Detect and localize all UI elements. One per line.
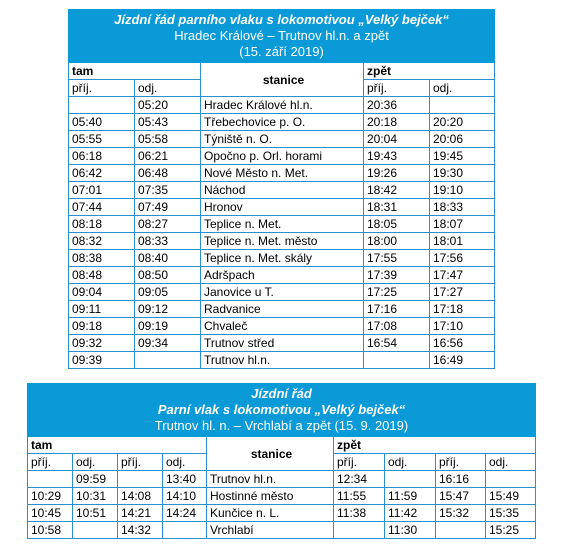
- table-row: [69, 199, 495, 216]
- arrival-header: příj.: [364, 80, 430, 97]
- zpet-arrival: [364, 352, 430, 369]
- timetable-date: (15. září 2019): [239, 44, 324, 59]
- tam-departure: 06:48: [135, 165, 201, 182]
- time-cell: 14:08: [118, 488, 163, 505]
- table-row: [69, 216, 495, 233]
- direction-tam-header: tam: [69, 63, 201, 80]
- tam-arrival: 06:18: [69, 148, 135, 165]
- time-cell: 11:59: [385, 488, 436, 505]
- time-cell: 14:32: [118, 522, 163, 539]
- tam-departure: 09:12: [135, 301, 201, 318]
- tam-arrival: 05:55: [69, 131, 135, 148]
- station-name: Trutnov hl.n.: [201, 352, 364, 369]
- tam-departure: [135, 352, 201, 369]
- time-cell: 10:29: [28, 488, 73, 505]
- station-name: Trutnov hl.n.: [207, 471, 334, 488]
- time-cell: [486, 471, 536, 488]
- station-name: Hradec Králové hl.n.: [201, 97, 364, 114]
- zpet-departure: 17:27: [430, 284, 495, 301]
- time-cell: 15:49: [486, 488, 536, 505]
- tam-departure: 08:50: [135, 267, 201, 284]
- table-row: [69, 114, 495, 131]
- zpet-departure: 18:01: [430, 233, 495, 250]
- tam-arrival: 08:18: [69, 216, 135, 233]
- tam-departure: 05:58: [135, 131, 201, 148]
- time-cell: 13:40: [163, 471, 207, 488]
- tam-arrival: 08:48: [69, 267, 135, 284]
- station-name: Vrchlabí: [207, 522, 334, 539]
- table-row: [69, 335, 495, 352]
- zpet-arrival: 20:04: [364, 131, 430, 148]
- station-name: Nové Město n. Met.: [201, 165, 364, 182]
- zpet-arrival: 18:31: [364, 199, 430, 216]
- time-cell: 11:42: [385, 505, 436, 522]
- zpet-arrival: 17:25: [364, 284, 430, 301]
- time-cell: 12:34: [334, 471, 385, 488]
- arrival-header: příj.: [118, 454, 163, 471]
- tam-arrival: 09:11: [69, 301, 135, 318]
- time-cell: 14:10: [163, 488, 207, 505]
- table-row: [69, 284, 495, 301]
- timetable-subtitle: Hradec Králové – Trutnov hl.n. a zpět: [174, 28, 389, 43]
- time-cell: 16:16: [436, 471, 486, 488]
- zpet-arrival: 17:55: [364, 250, 430, 267]
- time-cell: 10:58: [28, 522, 73, 539]
- tam-departure: 05:43: [135, 114, 201, 131]
- zpet-arrival: 20:36: [364, 97, 430, 114]
- departure-header: odj.: [430, 80, 495, 97]
- tam-departure: 08:33: [135, 233, 201, 250]
- direction-tam-header: tam: [28, 437, 207, 454]
- table-row: [28, 522, 536, 539]
- arrival-header: příj.: [334, 454, 385, 471]
- tam-arrival: 09:39: [69, 352, 135, 369]
- tam-arrival: 08:32: [69, 233, 135, 250]
- tam-departure: 07:49: [135, 199, 201, 216]
- timetable-header: [28, 384, 536, 437]
- zpet-departure: 17:47: [430, 267, 495, 284]
- departure-header: odj.: [135, 80, 201, 97]
- timetable-header: [69, 10, 495, 63]
- station-name: Třebechovice p. O.: [201, 114, 364, 131]
- tam-arrival: 06:42: [69, 165, 135, 182]
- zpet-arrival: 20:18: [364, 114, 430, 131]
- tam-arrival: 09:32: [69, 335, 135, 352]
- time-cell: 15:47: [436, 488, 486, 505]
- time-cell: 09:59: [73, 471, 118, 488]
- station-column-header: stanice: [201, 63, 364, 97]
- zpet-departure: 16:56: [430, 335, 495, 352]
- time-cell: [118, 471, 163, 488]
- station-name: Adršpach: [201, 267, 364, 284]
- table-row: [69, 97, 495, 114]
- table-row: [69, 182, 495, 199]
- zpet-arrival: 17:16: [364, 301, 430, 318]
- zpet-arrival: 17:39: [364, 267, 430, 284]
- time-cell: 15:25: [486, 522, 536, 539]
- time-cell: 10:45: [28, 505, 73, 522]
- time-cell: 11:55: [334, 488, 385, 505]
- zpet-departure: 19:10: [430, 182, 495, 199]
- table-row: [28, 488, 536, 505]
- table-row: [28, 471, 536, 488]
- zpet-arrival: 16:54: [364, 335, 430, 352]
- station-name: Radvanice: [201, 301, 364, 318]
- station-name: Hostinné město: [207, 488, 334, 505]
- arrival-header: příj.: [28, 454, 73, 471]
- time-cell: 15:32: [436, 505, 486, 522]
- station-name: Kunčice n. L.: [207, 505, 334, 522]
- zpet-departure: 17:18: [430, 301, 495, 318]
- zpet-departure: 16:49: [430, 352, 495, 369]
- zpet-departure: 19:30: [430, 165, 495, 182]
- station-column-header: stanice: [207, 437, 334, 471]
- departure-header: odj.: [486, 454, 536, 471]
- station-name: Janovice u T.: [201, 284, 364, 301]
- departure-header: odj.: [73, 454, 118, 471]
- tam-departure: 06:21: [135, 148, 201, 165]
- station-name: Chvaleč: [201, 318, 364, 335]
- tam-departure: 09:19: [135, 318, 201, 335]
- tam-departure: 09:34: [135, 335, 201, 352]
- timetable-subtitle: Trutnov hl. n. – Vrchlabí a zpět (15. 9. 2019): [154, 418, 409, 433]
- table-row: [69, 131, 495, 148]
- time-cell: [28, 471, 73, 488]
- tam-arrival: 07:01: [69, 182, 135, 199]
- departure-header: odj.: [385, 454, 436, 471]
- zpet-departure: 17:56: [430, 250, 495, 267]
- time-cell: 10:51: [73, 505, 118, 522]
- timetable-title-train: Parní vlak s lokomotivou „Velký bejček“: [157, 402, 406, 417]
- arrival-header: příj.: [69, 80, 135, 97]
- time-cell: [385, 471, 436, 488]
- table-row: [69, 148, 495, 165]
- table-row: [69, 233, 495, 250]
- zpet-arrival: 18:05: [364, 216, 430, 233]
- tam-departure: 05:20: [135, 97, 201, 114]
- time-cell: [436, 522, 486, 539]
- zpet-departure: 18:07: [430, 216, 495, 233]
- station-name: Trutnov střed: [201, 335, 364, 352]
- time-cell: 10:31: [73, 488, 118, 505]
- zpet-departure: 19:45: [430, 148, 495, 165]
- tam-departure: 07:35: [135, 182, 201, 199]
- table-row: [28, 505, 536, 522]
- tam-arrival: 08:38: [69, 250, 135, 267]
- timetable-title: Jízdní řád parního vlaku s lokomotivou „Velký bejček“: [114, 12, 449, 27]
- timetable-hradec-trutnov: [68, 9, 495, 369]
- time-cell: 15:35: [486, 505, 536, 522]
- zpet-departure: 20:06: [430, 131, 495, 148]
- time-cell: [334, 522, 385, 539]
- tam-arrival: 09:18: [69, 318, 135, 335]
- table-row: [69, 352, 495, 369]
- station-name: Teplice n. Met. město: [201, 233, 364, 250]
- tam-departure: 08:40: [135, 250, 201, 267]
- zpet-departure: 20:20: [430, 114, 495, 131]
- tam-departure: 08:27: [135, 216, 201, 233]
- tam-arrival: 05:40: [69, 114, 135, 131]
- tam-departure: 09:05: [135, 284, 201, 301]
- tam-arrival: 09:04: [69, 284, 135, 301]
- zpet-arrival: 17:08: [364, 318, 430, 335]
- time-cell: 11:30: [385, 522, 436, 539]
- arrival-header: příj.: [436, 454, 486, 471]
- zpet-departure: 18:33: [430, 199, 495, 216]
- direction-zpet-header: zpět: [334, 437, 536, 454]
- zpet-departure: [430, 97, 495, 114]
- departure-header: odj.: [163, 454, 207, 471]
- station-name: Teplice n. Met. skály: [201, 250, 364, 267]
- table-row: [69, 301, 495, 318]
- time-cell: 14:21: [118, 505, 163, 522]
- tam-arrival: [69, 97, 135, 114]
- timetable-trutnov-vrchlabi: [27, 383, 536, 539]
- station-name: Opočno p. Orl. horami: [201, 148, 364, 165]
- station-name: Teplice n. Met.: [201, 216, 364, 233]
- table-row: [69, 267, 495, 284]
- table-row: [69, 165, 495, 182]
- zpet-arrival: 18:00: [364, 233, 430, 250]
- time-cell: [163, 522, 207, 539]
- timetable-title: Jízdní řád: [251, 386, 312, 401]
- zpet-arrival: 18:42: [364, 182, 430, 199]
- zpet-arrival: 19:26: [364, 165, 430, 182]
- tam-arrival: 07:44: [69, 199, 135, 216]
- time-cell: [73, 522, 118, 539]
- time-cell: 11:38: [334, 505, 385, 522]
- table-row: [69, 250, 495, 267]
- zpet-departure: 17:10: [430, 318, 495, 335]
- station-name: Hronov: [201, 199, 364, 216]
- station-name: Náchod: [201, 182, 364, 199]
- direction-zpet-header: zpět: [364, 63, 495, 80]
- table-row: [69, 318, 495, 335]
- zpet-arrival: 19:43: [364, 148, 430, 165]
- station-name: Týniště n. O.: [201, 131, 364, 148]
- time-cell: 14:24: [163, 505, 207, 522]
